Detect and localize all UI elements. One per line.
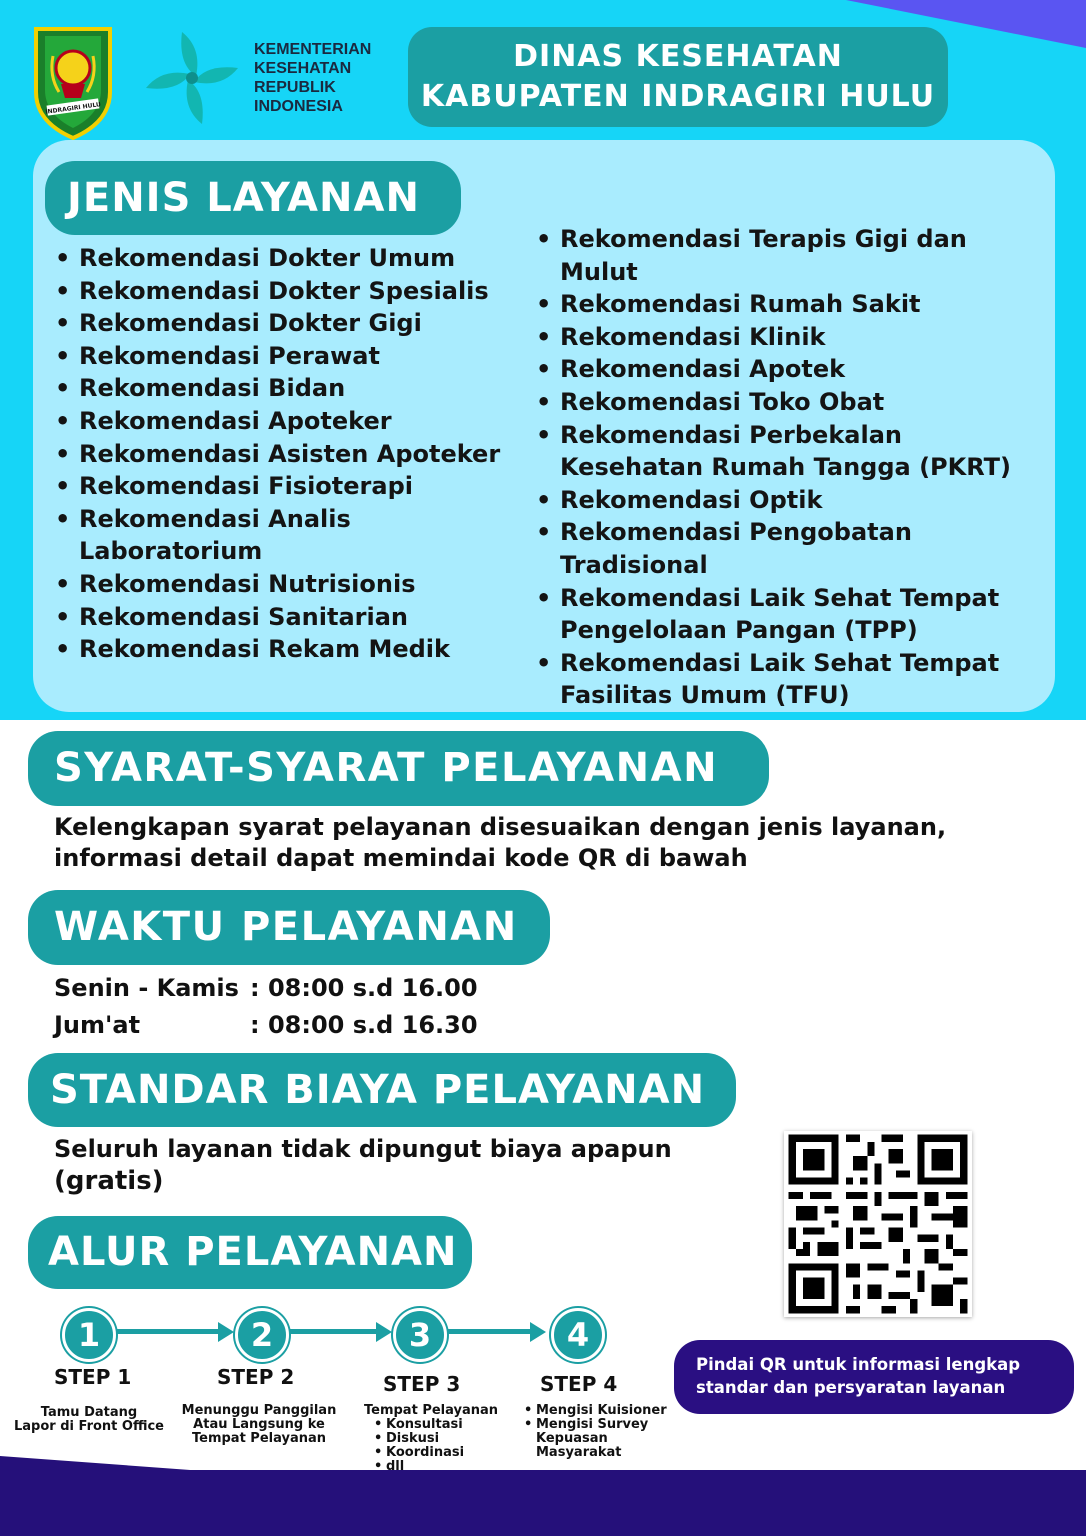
list-item: • Rekomendasi Perbekalan Kesehatan Rumah Tangga (PKRT) bbox=[536, 419, 1040, 484]
agency-title-box bbox=[408, 27, 948, 127]
agency-title-line2: KABUPATEN INDRAGIRI HULU bbox=[420, 79, 936, 114]
list-item: • Rekomendasi Asisten Apoteker bbox=[55, 438, 515, 471]
list-item: • Rekomendasi Laik Sehat Tempat Fasilitas Umum (TFU) bbox=[536, 647, 1040, 712]
services-list-right bbox=[536, 223, 1036, 712]
step-label: STEP 4 bbox=[540, 1372, 618, 1396]
step-label: STEP 2 bbox=[217, 1365, 295, 1389]
list-item: • Rekomendasi Bidan bbox=[55, 372, 515, 405]
step-number-badge: 3 bbox=[393, 1308, 447, 1362]
hours-day: Senin - Kamis bbox=[54, 974, 239, 1002]
regency-crest-logo bbox=[33, 26, 113, 140]
list-item: • Rekomendasi Perawat bbox=[55, 340, 515, 373]
hours-time: : 08:00 s.d 16.30 bbox=[250, 1011, 478, 1039]
step-bullet: • Konsultasi bbox=[372, 1418, 506, 1432]
list-item: • Rekomendasi Apoteker bbox=[55, 405, 515, 438]
list-item: • Rekomendasi Rekam Medik bbox=[55, 633, 515, 666]
ministry-name bbox=[254, 40, 371, 116]
hours-day: Jum'at bbox=[54, 1011, 141, 1039]
step-description bbox=[178, 1404, 340, 1446]
requirements-heading: SYARAT-SYARAT PELAYANAN bbox=[28, 731, 769, 806]
hours-heading: WAKTU PELAYANAN bbox=[28, 890, 550, 965]
list-item: • Rekomendasi Dokter Gigi bbox=[55, 307, 515, 340]
step-bullets bbox=[522, 1404, 670, 1460]
step-bullet: • dll bbox=[372, 1460, 506, 1474]
step-line: Tempat Pelayanan bbox=[364, 1403, 499, 1418]
flow-arrow-head bbox=[530, 1322, 546, 1342]
step-bullet: • Mengisi Survey Kepuasan Masyarakat bbox=[522, 1418, 656, 1460]
list-item: • Rekomendasi Klinik bbox=[536, 321, 1036, 354]
step-description bbox=[364, 1404, 506, 1474]
hours-time: : 08:00 s.d 16.00 bbox=[250, 974, 478, 1002]
list-item: • Rekomendasi Optik bbox=[536, 484, 1036, 517]
step-label: STEP 3 bbox=[383, 1372, 461, 1396]
services-heading: JENIS LAYANAN bbox=[45, 161, 461, 235]
ministry-line: KEMENTERIAN bbox=[254, 41, 372, 58]
list-item: • Rekomendasi Terapis Gigi dan Mulut bbox=[536, 223, 1000, 288]
flow-arrow-head bbox=[218, 1322, 234, 1342]
requirements-text: Kelengkapan syarat pelayanan disesuaikan dengan jenis layanan, informasi detail dapat memindai kode QR di bawah bbox=[54, 813, 947, 872]
flow-arrow bbox=[112, 1329, 222, 1334]
step-label: STEP 1 bbox=[54, 1365, 132, 1389]
hours-table bbox=[54, 970, 478, 1044]
ministry-line: REPUBLIK bbox=[254, 79, 336, 96]
list-item: • Rekomendasi Dokter Umum bbox=[55, 242, 515, 275]
list-item: • Rekomendasi Apotek bbox=[536, 353, 1036, 386]
ministry-line: INDONESIA bbox=[254, 98, 343, 115]
list-item: • Rekomendasi Dokter Spesialis bbox=[55, 275, 515, 308]
agency-title-line1: DINAS KESEHATAN bbox=[513, 39, 843, 74]
ministry-line: KESEHATAN bbox=[254, 60, 352, 77]
list-item: • Rekomendasi Pengobatan Tradisional bbox=[536, 516, 950, 581]
step-line: Lapor di Front Office bbox=[14, 1419, 164, 1434]
services-list-left bbox=[55, 242, 515, 666]
list-item: • Rekomendasi Fisioterapi bbox=[55, 470, 515, 503]
step-bullet: • Mengisi Kuisioner bbox=[522, 1404, 670, 1418]
step-line: Menunggu Panggilan bbox=[181, 1403, 337, 1418]
flow-arrow-head bbox=[376, 1322, 392, 1342]
crest-label: INDRAGIRI HULU bbox=[45, 101, 102, 116]
flow-arrow bbox=[284, 1329, 380, 1334]
step-line: Atau Langsung ke bbox=[193, 1417, 325, 1432]
flow-arrow bbox=[442, 1329, 534, 1334]
fee-heading: STANDAR BIAYA PELAYANAN bbox=[28, 1053, 736, 1127]
qr-caption: Pindai QR untuk informasi lengkap standar dan persyaratan layanan bbox=[674, 1340, 1074, 1414]
footer-band bbox=[0, 1470, 1086, 1536]
step-number-badge: 2 bbox=[235, 1308, 289, 1362]
ministry-health-logo bbox=[142, 28, 242, 128]
step-number-badge: 1 bbox=[62, 1308, 116, 1362]
list-item: • Rekomendasi Toko Obat bbox=[536, 386, 1036, 419]
hours-row bbox=[54, 970, 478, 1007]
step-line: Tamu Datang bbox=[40, 1405, 138, 1420]
step-line: Tempat Pelayanan bbox=[191, 1431, 327, 1446]
hours-row bbox=[54, 1007, 478, 1044]
fee-text-block bbox=[54, 1133, 754, 1197]
list-item: • Rekomendasi Rumah Sakit bbox=[536, 288, 1036, 321]
step-description bbox=[14, 1406, 164, 1434]
list-item: • Rekomendasi Sanitarian bbox=[55, 601, 515, 634]
step-bullet: • Diskusi bbox=[372, 1432, 506, 1446]
step-description bbox=[522, 1404, 670, 1460]
step-bullets bbox=[364, 1418, 506, 1474]
list-item: • Rekomendasi Laik Sehat Tempat Pengelolaan Pangan (TPP) bbox=[536, 582, 1040, 647]
flow-heading: ALUR PELAYANAN bbox=[28, 1216, 472, 1289]
step-bullet: • Koordinasi bbox=[372, 1446, 506, 1460]
qr-code[interactable] bbox=[784, 1131, 972, 1317]
qr-code-frame bbox=[784, 1131, 972, 1317]
list-item: • Rekomendasi Analis Laboratorium bbox=[55, 503, 379, 568]
step-number-badge: 4 bbox=[551, 1308, 605, 1362]
list-item: • Rekomendasi Nutrisionis bbox=[55, 568, 515, 601]
fee-text: Seluruh layanan tidak dipungut biaya apapun bbox=[54, 1135, 672, 1163]
fee-emphasis: (gratis) bbox=[54, 1166, 164, 1196]
